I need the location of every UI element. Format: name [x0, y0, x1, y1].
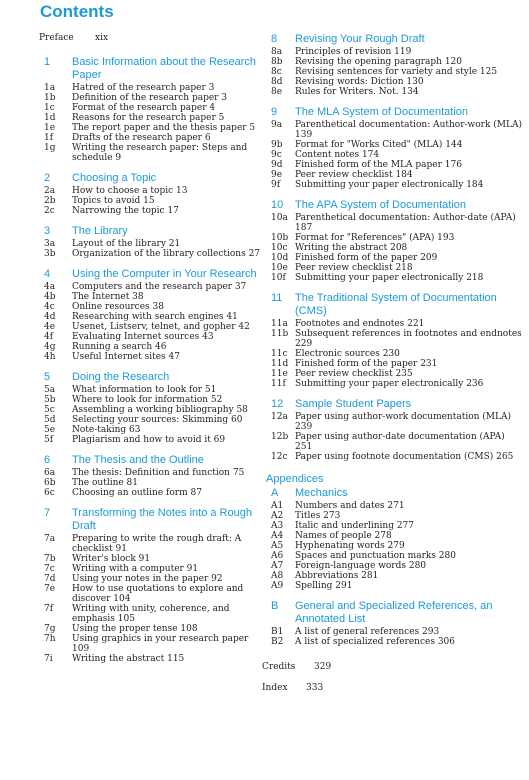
section-title: A list of general references 293	[295, 627, 440, 637]
section-title: Titles 273	[295, 511, 341, 521]
section-number: 9c	[271, 150, 282, 160]
section-entry[interactable]	[262, 369, 522, 379]
section-number: 1g	[44, 143, 56, 153]
section-number: 7c	[44, 564, 55, 574]
section-number: 7g	[44, 624, 56, 634]
section-title: How to use quotations to explore and discover 104	[72, 584, 244, 604]
section-number: 6a	[44, 468, 56, 478]
section-entry[interactable]	[39, 385, 261, 395]
section-number: 7e	[44, 584, 56, 594]
section-number: 7d	[44, 574, 56, 584]
section-title: Writing the abstract 115	[72, 654, 185, 664]
section-title: Definition of the research paper 3	[72, 93, 228, 103]
section-number: 4d	[44, 312, 56, 322]
section-entry[interactable]	[39, 564, 261, 574]
section-entry[interactable]	[262, 319, 522, 329]
section-number: B2	[271, 637, 284, 647]
section-number: A9	[271, 581, 284, 591]
chapter-heading[interactable]	[262, 199, 522, 212]
chapter-heading[interactable]	[262, 106, 522, 119]
section-entry[interactable]	[39, 292, 261, 302]
entry-label: Credits	[262, 662, 296, 672]
chapter-title: The APA System of Documentation	[295, 199, 466, 211]
section-number: A8	[271, 571, 284, 581]
chapter-title: Revising Your Rough Draft	[295, 33, 425, 45]
section-entry[interactable]	[262, 120, 522, 140]
section-title: Revising words: Diction 130	[295, 77, 424, 87]
entry-label: Index	[262, 683, 288, 693]
section-title: Foreign-language words 280	[295, 561, 427, 571]
section-number: 4e	[44, 322, 56, 332]
section-number: 8b	[271, 57, 283, 67]
section-entry[interactable]	[39, 478, 261, 488]
left-column	[39, 33, 261, 664]
section-title: Revising the opening paragraph 120	[295, 57, 463, 67]
section-title: Hyphenating words 279	[295, 541, 405, 551]
chapter-heading[interactable]	[39, 56, 261, 82]
section-number: 2b	[44, 196, 56, 206]
section-title: Writing with a computer 91	[72, 564, 199, 574]
section-title: Writing the abstract 208	[295, 243, 408, 253]
section-entry[interactable]	[262, 531, 522, 541]
section-title: Writer's block 91	[72, 554, 151, 564]
section-number: 11d	[271, 359, 289, 369]
section-entry[interactable]	[39, 634, 261, 654]
section-number: 12b	[271, 432, 289, 442]
chapter-heading[interactable]	[262, 292, 522, 318]
section-title: A list of specialized references 306	[295, 637, 455, 647]
section-title: Topics to avoid 15	[72, 196, 155, 206]
section-title: Note-taking 63	[72, 425, 141, 435]
section-entry[interactable]	[39, 425, 261, 435]
chapter-title: Basic Information about the Research Paper	[72, 56, 257, 81]
section-entry[interactable]	[39, 342, 261, 352]
section-title: Writing the research paper: Steps and schedule 9	[72, 143, 248, 163]
section-entry[interactable]	[262, 541, 522, 551]
section-number: 10d	[271, 253, 289, 263]
section-title: Principles of revision 119	[295, 47, 412, 57]
section-number: 6b	[44, 478, 56, 488]
section-number: 9d	[271, 160, 283, 170]
section-entry[interactable]	[39, 123, 261, 133]
section-number: A1	[271, 501, 284, 511]
section-title: The Internet 38	[72, 292, 144, 302]
section-entry[interactable]	[39, 239, 261, 249]
section-entry[interactable]	[39, 196, 261, 206]
section-number: 11b	[271, 329, 289, 339]
chapter-number: 3	[44, 225, 51, 237]
section-entry[interactable]	[39, 415, 261, 425]
section-title: Assembling a working bibliography 58	[72, 405, 248, 415]
section-entry[interactable]	[262, 452, 522, 462]
section-entry[interactable]	[39, 83, 261, 93]
chapter-title: Mechanics	[295, 487, 348, 499]
section-title: The outline 81	[72, 478, 139, 488]
chapter-heading[interactable]	[39, 371, 261, 384]
section-number: A2	[271, 511, 284, 521]
section-entry[interactable]	[39, 624, 261, 634]
page-title: Contents	[40, 2, 114, 21]
chapter-title: Doing the Research	[72, 371, 170, 383]
section-number: 4c	[44, 302, 55, 312]
section-entry[interactable]	[262, 213, 522, 233]
chapter-title: General and Specialized References, an Annotated List	[295, 600, 493, 625]
section-entry[interactable]	[262, 243, 522, 253]
section-entry[interactable]	[39, 322, 261, 332]
section-title: Selecting your sources: Skimming 60	[72, 415, 243, 425]
section-entry[interactable]	[39, 435, 261, 445]
section-title: Peer review checklist 235	[295, 369, 413, 379]
section-title: Abbreviations 281	[295, 571, 379, 581]
section-number: 9b	[271, 140, 283, 150]
section-number: 4a	[44, 282, 56, 292]
section-entry[interactable]	[39, 302, 261, 312]
section-number: 11e	[271, 369, 288, 379]
section-entry[interactable]	[39, 249, 261, 259]
section-number: 5a	[44, 385, 56, 395]
section-number: 3a	[44, 239, 56, 249]
section-number: 11c	[271, 349, 288, 359]
section-title: Researching with search engines 41	[72, 312, 238, 322]
section-title: Rules for Writers. Not. 134	[295, 87, 419, 97]
section-number: 7f	[44, 604, 54, 614]
section-title: Finished form of the paper 209	[295, 253, 438, 263]
chapter-number: 10	[271, 199, 284, 211]
section-entry[interactable]	[39, 332, 261, 342]
section-entry[interactable]	[39, 468, 261, 478]
section-title: Paper using author-date documentation (APA) 251	[295, 432, 505, 452]
section-entry[interactable]	[262, 140, 522, 150]
section-entry[interactable]	[262, 561, 522, 571]
section-title: The report paper and the thesis paper 5	[72, 123, 256, 133]
section-entry[interactable]	[262, 160, 522, 170]
chapter-number: 1	[44, 56, 51, 68]
section-title: Usenet, Listserv, telnet, and gopher 42	[72, 322, 250, 332]
section-title: Submitting your paper electronically 218	[295, 273, 484, 283]
toc-entry[interactable]	[262, 683, 522, 693]
section-title: Submitting your paper electronically 236	[295, 379, 484, 389]
page-number: xix	[95, 33, 109, 43]
section-entry[interactable]	[262, 67, 522, 77]
chapter-title: Sample Student Papers	[295, 398, 412, 410]
chapter-title: Choosing a Topic	[72, 172, 157, 184]
section-entry[interactable]	[39, 604, 261, 624]
section-entry[interactable]	[39, 584, 261, 604]
section-title: Plagiarism and how to avoid it 69	[72, 435, 226, 445]
section-entry[interactable]	[39, 534, 261, 554]
section-title: Spelling 291	[295, 581, 353, 591]
section-entry[interactable]	[39, 352, 261, 362]
section-title: Finished form of the MLA paper 176	[295, 160, 462, 170]
section-entry[interactable]	[39, 654, 261, 664]
section-entry[interactable]	[39, 133, 261, 143]
section-title: Reasons for the research paper 5	[72, 113, 225, 123]
section-number: 12c	[271, 452, 288, 462]
section-number: 9e	[271, 170, 283, 180]
section-title: Format of the research paper 4	[72, 103, 216, 113]
section-entry[interactable]	[39, 574, 261, 584]
section-number: 1f	[44, 133, 54, 143]
section-entry[interactable]	[262, 47, 522, 57]
section-entry[interactable]	[262, 551, 522, 561]
section-entry[interactable]	[262, 253, 522, 263]
section-title: Content notes 174	[295, 150, 380, 160]
section-title: Using graphics in your research paper 109	[72, 634, 249, 654]
section-title: Format for "References" (APA) 193	[295, 233, 455, 243]
section-entry[interactable]	[262, 627, 522, 637]
section-number: 7i	[44, 654, 53, 664]
section-entry[interactable]	[39, 103, 261, 113]
page-number: 329	[314, 662, 332, 672]
chapter-number: 9	[271, 106, 278, 118]
section-number: 5b	[44, 395, 56, 405]
section-entry[interactable]	[262, 412, 522, 432]
section-entry[interactable]	[262, 170, 522, 180]
section-entry[interactable]	[262, 571, 522, 581]
toc-entry[interactable]	[262, 662, 522, 672]
section-number: 1b	[44, 93, 56, 103]
chapter-title: Transforming the Notes into a Rough Draft	[72, 507, 252, 532]
section-title: Submitting your paper electronically 184	[295, 180, 484, 190]
section-number: 10f	[271, 273, 286, 283]
chapter-title: The Thesis and the Outline	[72, 454, 204, 466]
section-number: 7b	[44, 554, 56, 564]
section-number: 9a	[271, 120, 283, 130]
section-number: 7h	[44, 634, 56, 644]
section-title: Electronic sources 230	[295, 349, 400, 359]
section-number: 1e	[44, 123, 56, 133]
section-number: A5	[271, 541, 284, 551]
section-number: A3	[271, 521, 284, 531]
section-number: 10a	[271, 213, 288, 223]
toc-entry[interactable]	[39, 33, 261, 43]
section-number: 4b	[44, 292, 56, 302]
chapter-heading[interactable]	[262, 33, 522, 46]
section-title: Using the proper tense 108	[72, 624, 198, 634]
section-number: 7a	[44, 534, 56, 544]
section-title: Names of people 278	[295, 531, 392, 541]
chapter-heading[interactable]	[39, 268, 261, 281]
section-title: Narrowing the topic 17	[72, 206, 179, 216]
section-title: Layout of the library 21	[72, 239, 181, 249]
section-title: Paper using footnote documentation (CMS) 265	[295, 452, 514, 462]
section-entry[interactable]	[262, 581, 522, 591]
chapter-number: 6	[44, 454, 51, 466]
section-title: Preparing to write the rough draft: A checklist 91	[72, 534, 242, 554]
section-number: 10e	[271, 263, 288, 273]
chapter-title: The MLA System of Documentation	[295, 106, 469, 118]
section-number: 2a	[44, 186, 56, 196]
section-number: 3b	[44, 249, 56, 259]
section-title: What information to look for 51	[72, 385, 217, 395]
chapter-heading[interactable]	[39, 172, 261, 185]
section-entry[interactable]	[39, 206, 261, 216]
chapter-heading[interactable]	[262, 600, 522, 626]
section-title: Evaluating Internet sources 43	[72, 332, 214, 342]
section-title: Peer review checklist 218	[295, 263, 413, 273]
chapter-number: 2	[44, 172, 51, 184]
section-title: Hatred of the research paper 3	[72, 83, 215, 93]
section-number: A7	[271, 561, 284, 571]
section-title: Paper using author-work documentation (MLA) 239	[295, 412, 511, 432]
section-title: Italic and underlining 277	[295, 521, 414, 531]
section-entry[interactable]	[262, 180, 522, 190]
section-number: 11f	[271, 379, 286, 389]
chapter-number: 5	[44, 371, 51, 383]
chapter-number: 7	[44, 507, 51, 519]
section-entry[interactable]	[39, 395, 261, 405]
section-number: 1c	[44, 103, 55, 113]
chapter-number: A	[271, 487, 279, 499]
section-entry[interactable]	[262, 263, 522, 273]
section-title: Organization of the library collections 27	[72, 249, 261, 259]
appendices-heading: Appendices	[266, 473, 324, 485]
section-number: 5f	[44, 435, 54, 445]
entry-label: Preface	[39, 33, 74, 43]
section-title: Where to look for information 52	[72, 395, 223, 405]
chapter-number: 12	[271, 398, 284, 410]
section-entry[interactable]	[262, 150, 522, 160]
section-entry[interactable]	[39, 186, 261, 196]
section-entry[interactable]	[262, 511, 522, 521]
section-title: Running a search 46	[72, 342, 167, 352]
section-number: 9f	[271, 180, 281, 190]
section-entry[interactable]	[39, 282, 261, 292]
section-number: A4	[271, 531, 284, 541]
section-entry[interactable]	[39, 143, 261, 163]
page-number: 333	[306, 683, 324, 693]
section-number: 8e	[271, 87, 283, 97]
chapter-number: 8	[271, 33, 278, 45]
section-number: 5d	[44, 415, 56, 425]
section-entry[interactable]	[262, 521, 522, 531]
chapter-number: B	[271, 600, 279, 612]
section-entry[interactable]	[262, 87, 522, 97]
chapter-heading[interactable]	[262, 487, 522, 500]
section-number: 8a	[271, 47, 283, 57]
section-title: Choosing an outline form 87	[72, 488, 202, 498]
section-entry[interactable]	[262, 379, 522, 389]
section-title: Computers and the research paper 37	[72, 282, 247, 292]
section-title: Parenthetical documentation: Author-work (MLA) 139	[295, 120, 523, 140]
chapter-title: The Traditional System of Documentation (CMS)	[295, 292, 497, 317]
section-entry[interactable]	[262, 359, 522, 369]
section-title: Writing with unity, coherence, and emphasis 105	[72, 604, 230, 624]
chapter-title: Using the Computer in Your Research	[72, 268, 257, 280]
section-number: 1d	[44, 113, 56, 123]
chapter-heading[interactable]	[39, 507, 261, 533]
section-title: Useful Internet sites 47	[72, 352, 180, 362]
chapter-title: The Library	[72, 225, 128, 237]
section-number: 5e	[44, 425, 56, 435]
section-entry[interactable]	[262, 349, 522, 359]
section-title: How to choose a topic 13	[72, 186, 188, 196]
section-entry[interactable]	[39, 488, 261, 498]
section-number: 10b	[271, 233, 289, 243]
section-entry[interactable]	[262, 329, 522, 349]
section-number: 4g	[44, 342, 56, 352]
section-title: Spaces and punctuation marks 280	[295, 551, 456, 561]
chapter-heading[interactable]	[39, 225, 261, 238]
section-title: Using your notes in the paper 92	[72, 574, 223, 584]
section-title: Finished form of the paper 231	[295, 359, 438, 369]
section-entry[interactable]	[39, 554, 261, 564]
section-title: Parenthetical documentation: Author-date (APA) 187	[295, 213, 516, 233]
section-title: Drafts of the research paper 6	[72, 133, 211, 143]
section-entry[interactable]	[262, 77, 522, 87]
section-number: 1a	[44, 83, 56, 93]
section-entry[interactable]	[39, 405, 261, 415]
section-entry[interactable]	[39, 312, 261, 322]
section-number: 2c	[44, 206, 55, 216]
section-title: Numbers and dates 271	[295, 501, 405, 511]
section-number: A6	[271, 551, 284, 561]
section-number: 8d	[271, 77, 283, 87]
section-entry[interactable]	[262, 432, 522, 452]
section-number: 6c	[44, 488, 55, 498]
chapter-heading[interactable]	[39, 454, 261, 467]
chapter-number: 11	[271, 292, 283, 304]
section-number: 11a	[271, 319, 288, 329]
section-title: Revising sentences for variety and style 125	[295, 67, 498, 77]
section-entry[interactable]	[39, 93, 261, 103]
section-title: Online resources 38	[72, 302, 164, 312]
section-entry[interactable]	[262, 273, 522, 283]
section-number: 4h	[44, 352, 56, 362]
section-entry[interactable]	[262, 233, 522, 243]
section-number: 5c	[44, 405, 55, 415]
section-number: B1	[271, 627, 284, 637]
chapter-heading[interactable]	[262, 398, 522, 411]
section-number: 8c	[271, 67, 282, 77]
section-entry[interactable]	[262, 637, 522, 647]
section-entry[interactable]	[39, 113, 261, 123]
section-number: 10c	[271, 243, 288, 253]
section-title: Footnotes and endnotes 221	[295, 319, 425, 329]
section-title: The thesis: Definition and function 75	[72, 468, 245, 478]
section-title: Subsequent references in footnotes and endnotes 229	[295, 329, 522, 349]
chapter-number: 4	[44, 268, 51, 280]
section-title: Peer review checklist 184	[295, 170, 413, 180]
section-title: Format for "Works Cited" (MLA) 144	[295, 140, 463, 150]
section-number: 4f	[44, 332, 54, 342]
right-column	[262, 33, 522, 693]
section-entry[interactable]	[262, 501, 522, 511]
section-entry[interactable]	[262, 57, 522, 67]
section-number: 12a	[271, 412, 288, 422]
